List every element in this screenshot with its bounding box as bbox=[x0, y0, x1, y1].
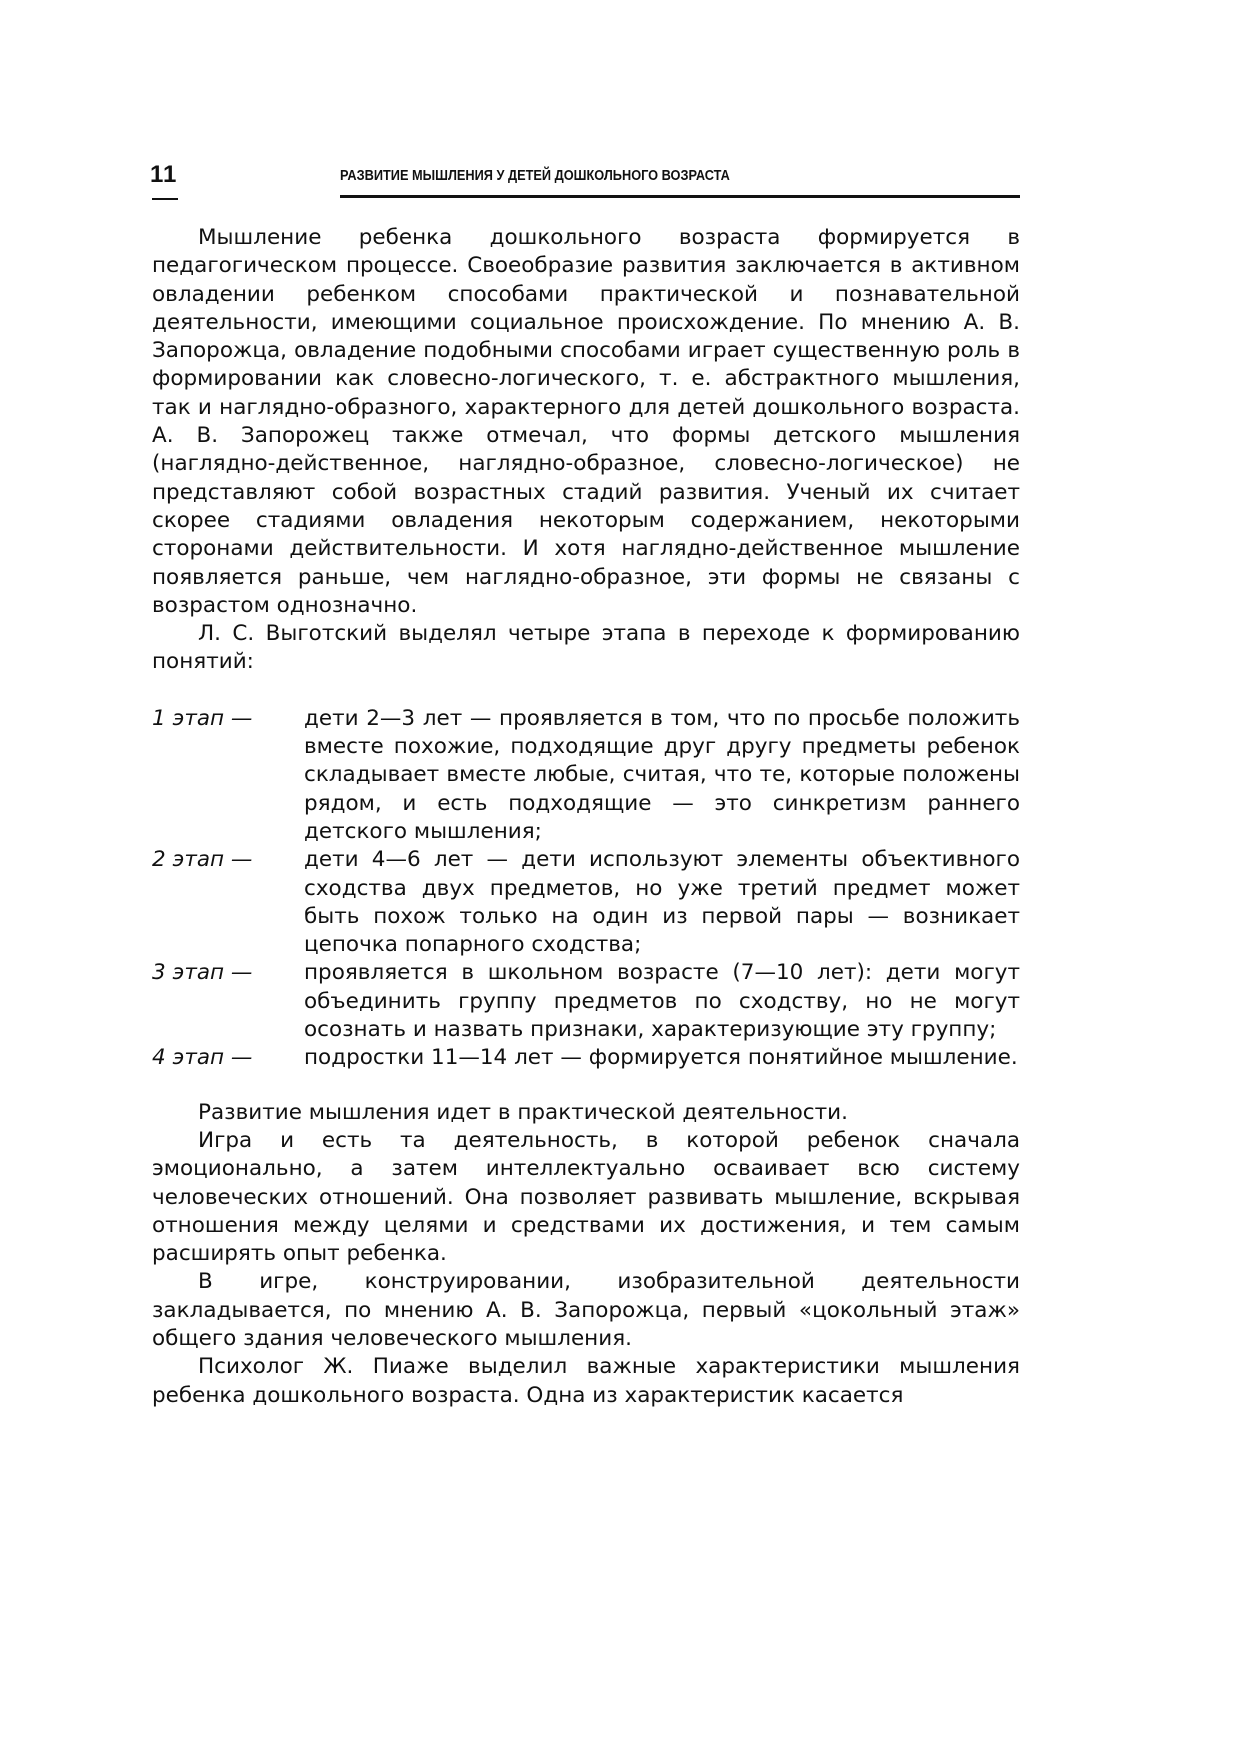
page-number-underline bbox=[152, 198, 178, 200]
stage-item bbox=[152, 959, 1020, 1044]
stage-label: 4 этап — bbox=[152, 1045, 253, 1071]
page-header bbox=[150, 160, 1020, 200]
paragraph-intro: Мышление ребенка дошкольного возраста формируется в педагогическом процессе. Своеобразие развития заключается в активном овладении ребенком способами практической и познавательной деятельности, имеющими социальное происхождение. По мнению А. В. Запорожца, овладение подобными способами играет существенную роль в формировании как словесно-логического, т. е. абстрактного мышления, так и наглядно-образного, характерного для детей дошкольного возраста. А. В. Запорожец также отмечал, что формы детского мышления (наглядно-действенное, наглядно-образное, словесно-логическое) не представляют собой возрастных стадий развития. Ученый их считает скорее стадиями овладения некоторым содержанием, некоторыми сторонами действительности. И хотя наглядно-действенное мышление появляется раньше, чем наглядно-образное, эти формы не связаны с возрастом однозначно. bbox=[152, 225, 1020, 618]
stage-item bbox=[152, 1044, 1020, 1072]
stage-label: 2 этап — bbox=[152, 847, 253, 873]
paragraph-construction: В игре, конструировании, изобразительной деятельности закладывается, по мнению А. В. Запорожца, первый «цокольный этаж» общего здания человеческого мышления. bbox=[152, 1269, 1020, 1351]
paragraph-vygotsky: Л. С. Выготский выделял четыре этапа в переходе к формированию понятий: bbox=[152, 621, 1020, 675]
stage-item bbox=[152, 705, 1020, 846]
header-rule bbox=[340, 195, 1020, 198]
stages-list bbox=[152, 705, 1020, 1073]
paragraph-play: Игра и есть та деятельность, в которой ребенок сначала эмоционально, а затем интеллектуально осваивает всю систему человеческих отношений. Она позволяет развивать мышление, вскрывая отношения между целями и средствами их достижения, и тем самым расширять опыт ребенка. bbox=[152, 1127, 1020, 1267]
paragraph-practice: Развитие мышления идет в практической деятельности. bbox=[198, 1099, 848, 1125]
stage-label: 3 этап — bbox=[152, 960, 253, 986]
page-body bbox=[152, 224, 1020, 1410]
page-number: 11 bbox=[150, 161, 178, 188]
stage-item bbox=[152, 846, 1020, 959]
stage-text: дети 2—3 лет — проявляется в том, что по просьбе положить вместе похожие, подходящие друг другу предметы ребенок складывает вместе любые, считая, что те, которые положены рядом, и есть подходящие — это синкретизм раннего детского мышления; bbox=[304, 705, 1020, 844]
stage-text: дети 4—6 лет — дети используют элементы объективного сходства двух предметов, но уже третий предмет может быть похож только на один из первой пары — возникает цепочка попарного сходства; bbox=[304, 847, 1020, 958]
stage-text: подростки 11—14 лет — формируется понятийное мышление. bbox=[304, 1045, 1018, 1071]
stage-label: 1 этап — bbox=[152, 705, 253, 731]
stage-text: проявляется в школьном возрасте (7—10 лет): дети могут объединить группу предметов по сходству, но не могут осознать и назвать признаки, характеризующие эту группу; bbox=[304, 960, 1020, 1043]
running-title: РАЗВИТИЕ МЫШЛЕНИЯ У ДЕТЕЙ ДОШКОЛЬНОГО ВОЗРАСТА bbox=[340, 168, 730, 184]
paragraph-piaget: Психолог Ж. Пиаже выделил важные характеристики мышления ребенка дошкольного возраста. Одна из характеристик касается bbox=[152, 1354, 1020, 1408]
